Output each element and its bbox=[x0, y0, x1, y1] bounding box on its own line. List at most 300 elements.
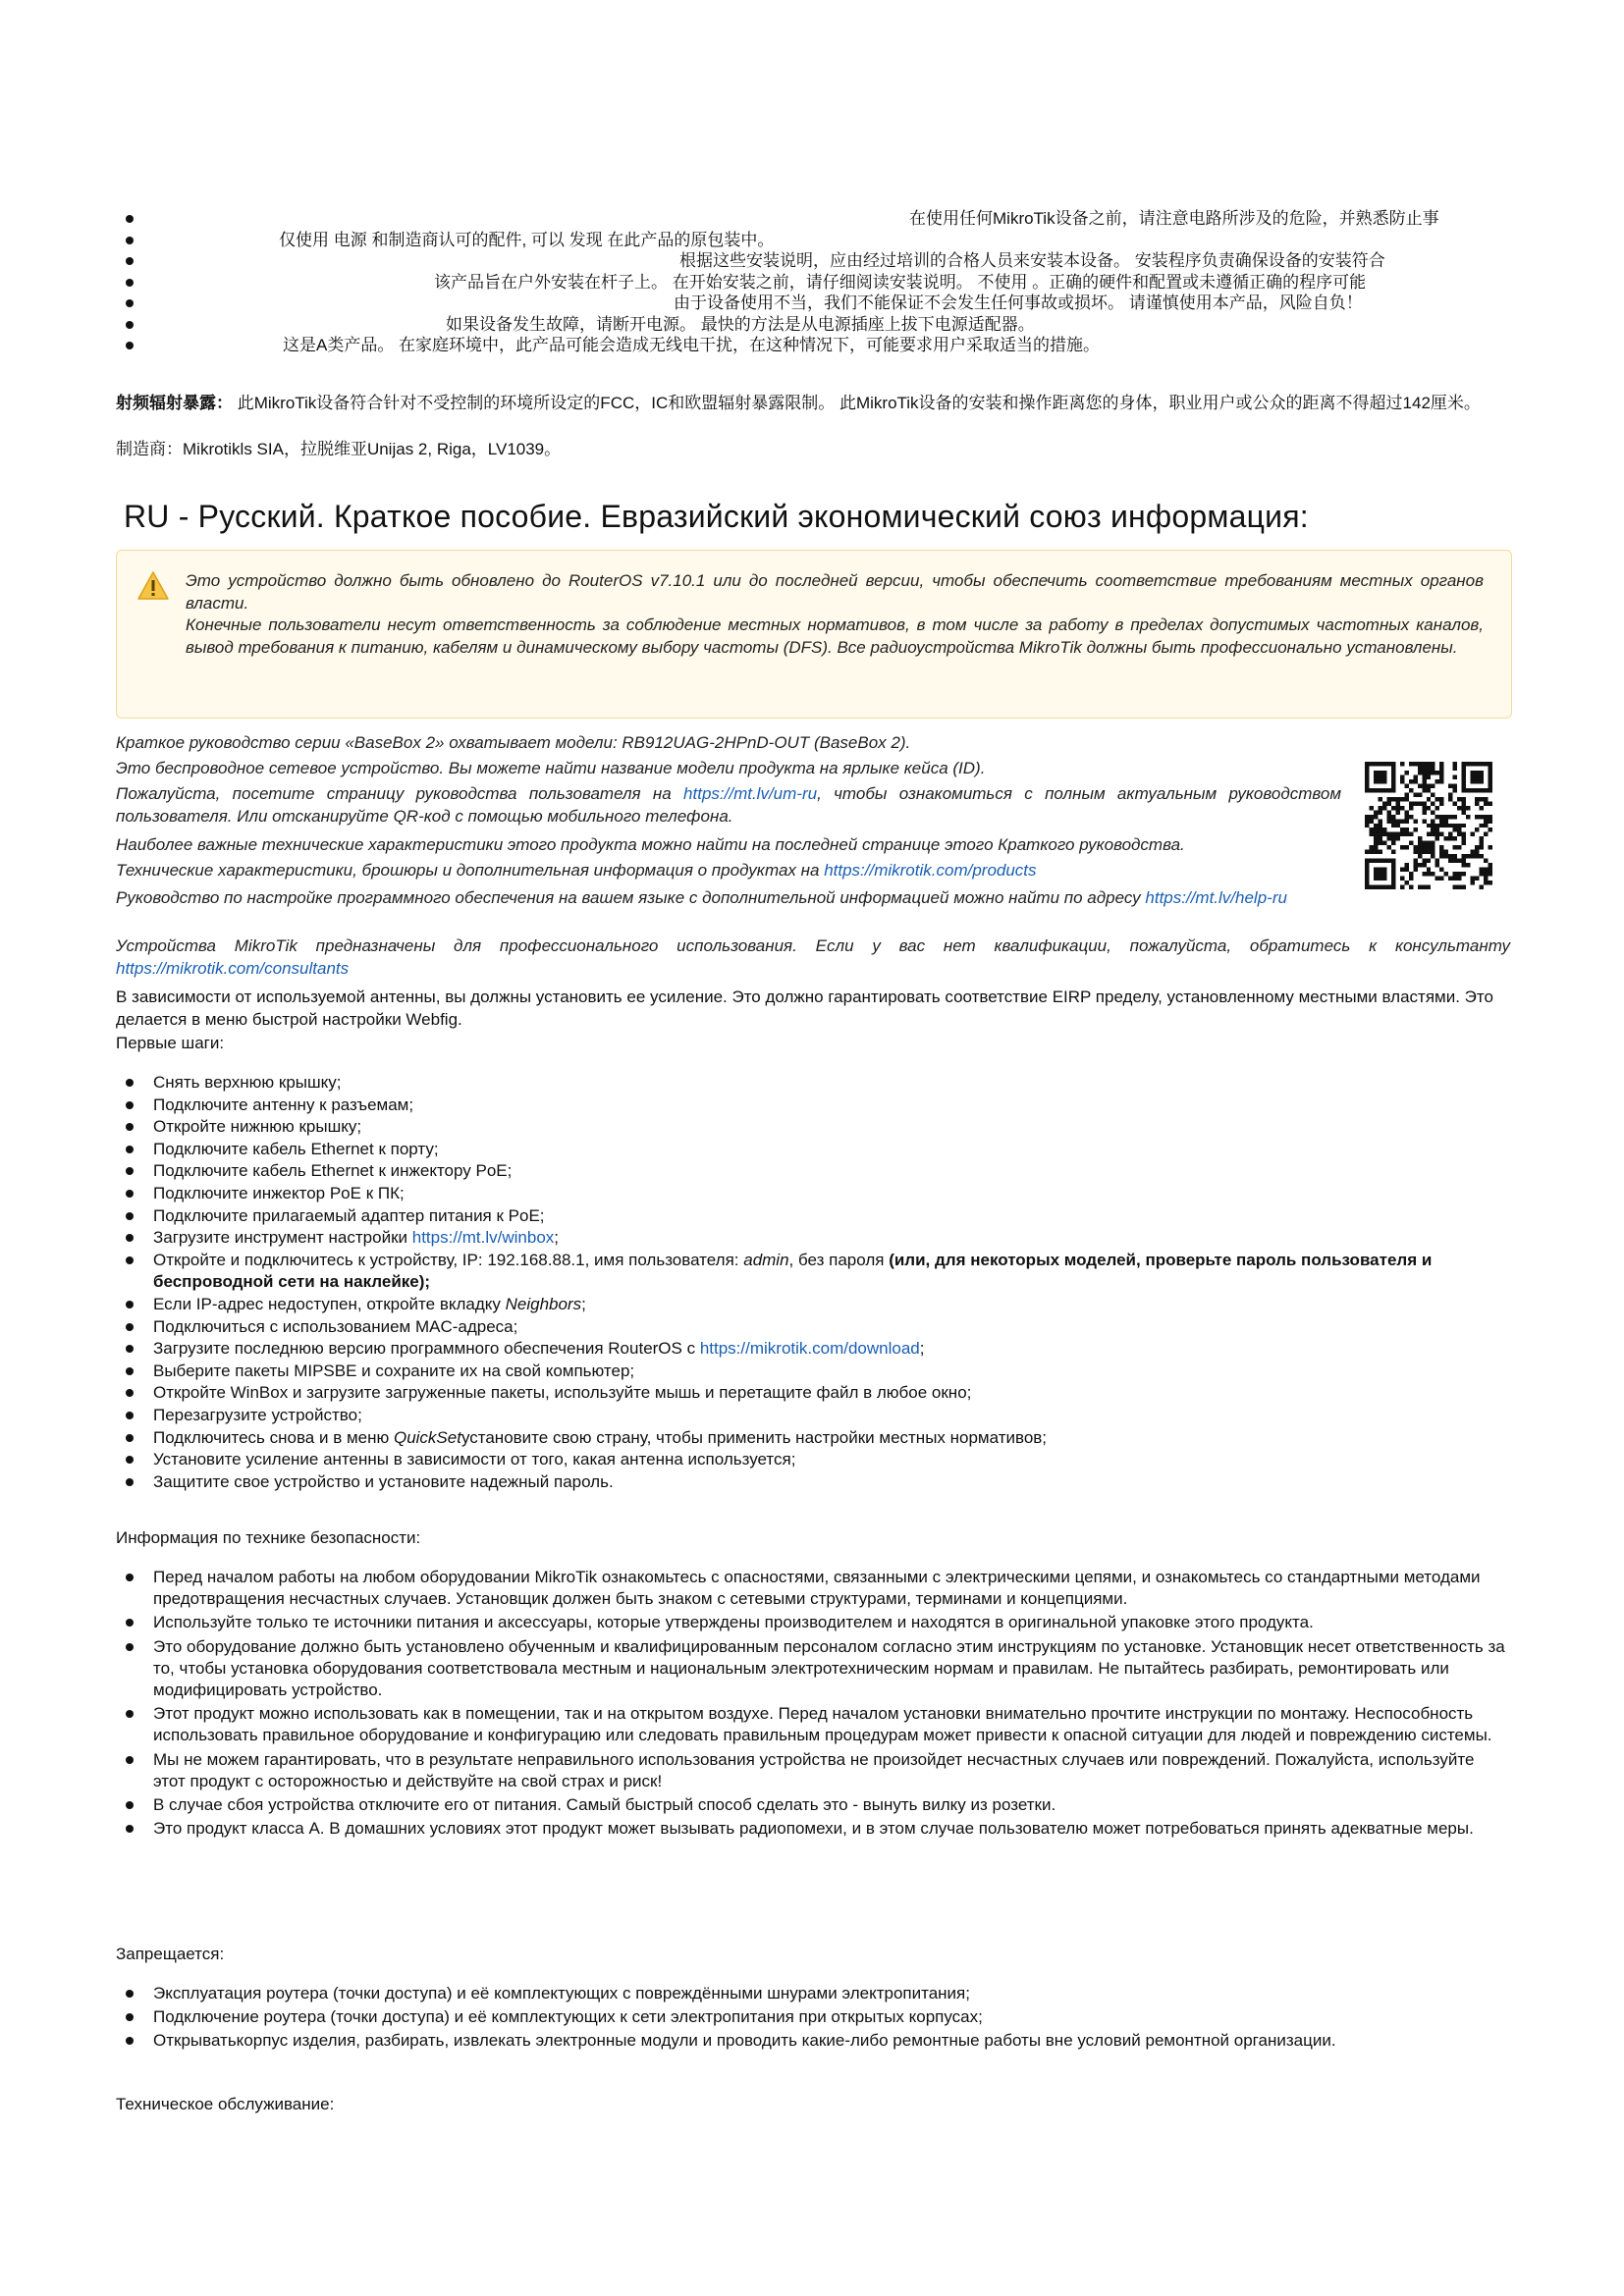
qr-module bbox=[1439, 850, 1443, 854]
qr-module bbox=[1404, 828, 1408, 831]
qr-module bbox=[1386, 819, 1390, 823]
qr-module bbox=[1431, 854, 1435, 858]
qr-module bbox=[1448, 877, 1452, 881]
qr-module bbox=[1453, 774, 1457, 778]
qr-module bbox=[1489, 872, 1492, 876]
qr-module bbox=[1439, 766, 1443, 770]
qr-module bbox=[1484, 819, 1488, 823]
zh-rf-text: 此MikroTik设备符合针对不受控制的环境所设定的FCC，IC和欧盟辐射暴露限制。 此MikroTik设备的安装和操作距离您的身体，职业用户或公众的距离不得超过142厘米。 bbox=[233, 394, 1481, 412]
qr-module bbox=[1369, 845, 1373, 849]
qr-module bbox=[1422, 845, 1426, 849]
qr-module bbox=[1413, 779, 1417, 783]
qr-module bbox=[1418, 854, 1422, 858]
qr-module bbox=[1413, 819, 1417, 823]
qr-module bbox=[1378, 828, 1381, 831]
qr-module bbox=[1439, 815, 1443, 819]
list-item: Подключение роутера (точки доступа) и её комплектующих к сети электропитания при открытых корпусах; bbox=[116, 2006, 1510, 2028]
qr-module bbox=[1391, 841, 1395, 845]
qr-module bbox=[1466, 806, 1470, 810]
qr-module bbox=[1444, 850, 1448, 854]
qr-module bbox=[1439, 801, 1443, 805]
qr-module bbox=[1480, 841, 1484, 845]
qr-module bbox=[1427, 872, 1431, 876]
qr-module bbox=[1427, 859, 1431, 863]
qr-module bbox=[1484, 872, 1488, 876]
qr-module bbox=[1395, 824, 1399, 828]
qr-module bbox=[1386, 845, 1390, 849]
qr-module bbox=[1457, 885, 1461, 889]
step-italic: Neighbors bbox=[505, 1294, 582, 1313]
qr-module bbox=[1413, 828, 1417, 831]
warning-paragraph: Это устройство должно быть обновлено до RouterOS v7.10.1 или до последней версии, чтобы обеспечить соответствие требованиям местных органов власти. bbox=[186, 571, 1484, 613]
qr-module bbox=[1365, 850, 1369, 854]
qr-module bbox=[1378, 797, 1381, 801]
list-item bbox=[116, 1449, 1510, 1471]
qr-module bbox=[1427, 771, 1431, 774]
qr-module bbox=[1431, 766, 1435, 770]
qr-module bbox=[1489, 828, 1492, 831]
qr-module bbox=[1431, 801, 1435, 805]
qr-module bbox=[1400, 797, 1404, 801]
list-item: В случае сбоя устройства отключите его от питания. Самый быстрый способ сделать это - вынуть вилку из розетки. bbox=[116, 1794, 1510, 1816]
list-item: Этот продукт можно использовать как в помещении, так и на открытом воздухе. Перед началом установки внимательно прочтите инструкции по монтажу. Неспособность использовать правильное оборудование и конфигурацию или следовать правильным процедурам может привести к опасной ситуации для людей и повреждению системы. bbox=[116, 1703, 1510, 1746]
qr-finder bbox=[1365, 859, 1395, 863]
qr-module bbox=[1484, 877, 1488, 881]
qr-module bbox=[1404, 810, 1408, 814]
warning-icon bbox=[136, 570, 170, 602]
qr-module bbox=[1453, 766, 1457, 770]
qr-module bbox=[1369, 828, 1373, 831]
qr-module bbox=[1439, 845, 1443, 849]
qr-module bbox=[1427, 783, 1431, 787]
qr-module bbox=[1444, 815, 1448, 819]
qr-module bbox=[1462, 824, 1466, 828]
qr-module bbox=[1374, 850, 1378, 854]
qr-module bbox=[1435, 779, 1439, 783]
qr-module bbox=[1453, 783, 1457, 787]
list-item: Открыватькорпус изделия, разбирать, извлекать электронные модули и проводить какие-либо ремонтные работы вне условий ремонтной организации. bbox=[116, 2030, 1510, 2052]
qr-module bbox=[1386, 832, 1390, 836]
qr-module bbox=[1431, 810, 1435, 814]
bullet-icon bbox=[126, 299, 134, 307]
qr-finder bbox=[1462, 762, 1492, 766]
qr-module bbox=[1404, 771, 1408, 774]
qr-finder bbox=[1365, 885, 1395, 889]
qr-module bbox=[1480, 836, 1484, 840]
qr-module bbox=[1431, 832, 1435, 836]
qr-module bbox=[1457, 828, 1461, 831]
qr-module bbox=[1435, 824, 1439, 828]
qr-module bbox=[1457, 877, 1461, 881]
warning-box bbox=[116, 550, 1512, 719]
qr-module bbox=[1365, 815, 1369, 819]
step-text: ; bbox=[554, 1228, 560, 1248]
qr-module bbox=[1404, 783, 1408, 787]
help-line: Руководство по настройке программного обеспечения на вашем языке с дополнительной информацией можно найти по адресу https://mt.lv/help-ru bbox=[116, 888, 1287, 907]
qr-module bbox=[1418, 792, 1422, 796]
qr-module bbox=[1386, 801, 1390, 805]
qr-module bbox=[1391, 797, 1395, 801]
qr-module bbox=[1418, 762, 1422, 766]
qr-module bbox=[1462, 841, 1466, 845]
qr-module bbox=[1400, 845, 1404, 849]
antenna-paragraph: В зависимости от используемой антенны, вы должны установить ее усиление. Это должно гарантировать соответствие EIRP пределу, установленному местными властями. Это делается в меню быстрой настройки Webfig. bbox=[116, 988, 1493, 1029]
qr-module bbox=[1466, 863, 1470, 867]
first-steps-label: Первые шаги: bbox=[116, 1034, 225, 1052]
step-text: , без пароля bbox=[788, 1250, 890, 1269]
qr-module bbox=[1404, 845, 1408, 849]
step-text: Подключите кабель Ethernet к инжектору PoE; bbox=[153, 1161, 513, 1181]
qr-finder bbox=[1365, 859, 1369, 889]
qr-module bbox=[1431, 841, 1435, 845]
qr-module bbox=[1484, 859, 1488, 863]
qr-module bbox=[1400, 885, 1404, 889]
qr-module bbox=[1382, 832, 1386, 836]
list-item bbox=[116, 1139, 1510, 1161]
qr-module bbox=[1435, 859, 1439, 863]
list-item bbox=[116, 1405, 1510, 1427]
qr-module bbox=[1427, 797, 1431, 801]
qr-module bbox=[1484, 801, 1488, 805]
qr-module bbox=[1462, 854, 1466, 858]
qr-module bbox=[1409, 806, 1413, 810]
qr-finder bbox=[1374, 868, 1386, 881]
list-item bbox=[116, 1361, 1510, 1383]
step-text: Подключиться с использованием MAC-адреса; bbox=[153, 1316, 518, 1336]
qr-module bbox=[1391, 850, 1395, 854]
qr-module bbox=[1453, 854, 1457, 858]
qr-module bbox=[1431, 850, 1435, 854]
qr-module bbox=[1391, 832, 1395, 836]
bullet-icon bbox=[126, 257, 134, 265]
qr-module bbox=[1409, 841, 1413, 845]
pro-line: Устройства MikroTik предназначены для профессионального использования. Если у вас нет квалификации, пожалуйста, обратитесь к консультанту https://mikrotik.com/consultants bbox=[116, 936, 1510, 978]
qr-module bbox=[1480, 868, 1484, 872]
qr-module bbox=[1365, 819, 1369, 823]
qr-module bbox=[1453, 824, 1457, 828]
list-item: 在使用任何MikroTik设备之前，请注意电路所涉及的危险，并熟悉防止事 bbox=[116, 208, 1520, 230]
qr-module bbox=[1413, 762, 1417, 766]
qr-module bbox=[1400, 774, 1404, 778]
qr-module bbox=[1431, 792, 1435, 796]
qr-module bbox=[1453, 815, 1457, 819]
qr-module bbox=[1457, 872, 1461, 876]
qr-module bbox=[1369, 806, 1373, 810]
qr-finder bbox=[1462, 762, 1466, 792]
qr-module bbox=[1489, 801, 1492, 805]
step-text: ; bbox=[581, 1294, 586, 1313]
qr-module bbox=[1480, 872, 1484, 876]
qr-module bbox=[1453, 845, 1457, 849]
qr-module bbox=[1439, 854, 1443, 858]
qr-module bbox=[1391, 806, 1395, 810]
qr-module bbox=[1444, 854, 1448, 858]
qr-module bbox=[1404, 832, 1408, 836]
qr-module bbox=[1431, 828, 1435, 831]
list-item bbox=[116, 1072, 1510, 1095]
qr-module bbox=[1484, 881, 1488, 884]
qr-module bbox=[1439, 762, 1443, 766]
specs-line: Наиболее важные технические характеристики этого продукта можно найти на последней странице этого Краткого руководства. bbox=[116, 835, 1185, 854]
list-item bbox=[116, 1316, 1510, 1339]
bullet-icon bbox=[126, 237, 134, 244]
step-italic: QuickSet bbox=[393, 1427, 461, 1447]
qr-module bbox=[1386, 797, 1390, 801]
qr-module bbox=[1448, 832, 1452, 836]
qr-module bbox=[1484, 797, 1488, 801]
qr-module bbox=[1480, 797, 1484, 801]
qr-module bbox=[1466, 815, 1470, 819]
qr-module bbox=[1439, 797, 1443, 801]
qr-module bbox=[1400, 819, 1404, 823]
qr-module bbox=[1374, 815, 1378, 819]
qr-module bbox=[1378, 810, 1381, 814]
qr-module bbox=[1427, 824, 1431, 828]
qr-module bbox=[1427, 774, 1431, 778]
list-item bbox=[116, 1183, 1510, 1205]
qr-module bbox=[1427, 850, 1431, 854]
qr-module bbox=[1409, 801, 1413, 805]
qr-module bbox=[1404, 863, 1408, 867]
qr-module bbox=[1462, 797, 1466, 801]
qr-module bbox=[1466, 854, 1470, 858]
qr-module bbox=[1435, 863, 1439, 867]
qr-module bbox=[1395, 819, 1399, 823]
qr-module bbox=[1471, 877, 1475, 881]
qr-module bbox=[1457, 824, 1461, 828]
qr-module bbox=[1422, 885, 1426, 889]
list-item: Это продукт класса А. В домашних условиях этот продукт может вызывать радиопомехи, и в этом случае пользователю может потребоваться принять адекватные меры. bbox=[116, 1818, 1510, 1840]
step-text: ; bbox=[919, 1339, 925, 1359]
qr-module bbox=[1462, 836, 1466, 840]
step-text: Если IP-адрес недоступен, откройте вкладку bbox=[153, 1294, 506, 1313]
qr-module bbox=[1404, 792, 1408, 796]
qr-module bbox=[1427, 868, 1431, 872]
qr-module bbox=[1453, 885, 1457, 889]
qr-module bbox=[1431, 783, 1435, 787]
qr-finder bbox=[1365, 788, 1395, 792]
qr-module bbox=[1374, 836, 1378, 840]
zh-rf-label: 射频辐射暴露： bbox=[116, 394, 233, 412]
qr-module bbox=[1374, 841, 1378, 845]
qr-module bbox=[1439, 779, 1443, 783]
qr-module bbox=[1418, 863, 1422, 867]
qr-module bbox=[1422, 774, 1426, 778]
qr-module bbox=[1453, 801, 1457, 805]
list-item: Перед началом работы на любом оборудовании MikroTik ознакомьтесь с опасностями, связанными с электрическими цепями, и ознакомьтесь со стандартными методами предотвращения несчастных случаев. Установщик должен быть знаком с сетевыми структурами, терминами и концепциями. bbox=[116, 1567, 1510, 1610]
qr-module bbox=[1453, 828, 1457, 831]
bullet-icon bbox=[126, 215, 134, 223]
page-title: RU - Русский. Краткое пособие. Евразийский экономический союз информация: bbox=[124, 499, 1309, 534]
qr-module bbox=[1457, 797, 1461, 801]
qr-module bbox=[1448, 836, 1452, 840]
step-text: Подключитесь снова и в меню bbox=[153, 1427, 394, 1447]
qr-module bbox=[1435, 815, 1439, 819]
step-text: Подключите прилагаемый адаптер питания к PoE; bbox=[153, 1205, 545, 1225]
qr-module bbox=[1409, 877, 1413, 881]
step-text: Подключите антенну к разъемам; bbox=[153, 1095, 414, 1114]
qr-module bbox=[1409, 832, 1413, 836]
step-text: Загрузите инструмент настройки bbox=[153, 1228, 412, 1248]
qr-module bbox=[1400, 868, 1404, 872]
qr-module bbox=[1409, 779, 1413, 783]
zh-manufacturer: 制造商：Mikrotikls SIA，拉脱维亚Unijas 2, Riga，LV1039。 bbox=[116, 440, 562, 458]
qr-module bbox=[1480, 806, 1484, 810]
series-line: Краткое руководство серии «BaseBox 2» охватывает модели: RB912UAG-2HPnD-OUT (BaseBox 2). bbox=[116, 733, 911, 752]
qr-module bbox=[1489, 868, 1492, 872]
step-link[interactable]: https://mikrotik.com/download bbox=[699, 1339, 920, 1359]
qr-module bbox=[1395, 797, 1399, 801]
qr-module bbox=[1413, 774, 1417, 778]
qr-module bbox=[1378, 836, 1381, 840]
list-item bbox=[116, 1160, 1510, 1183]
qr-module bbox=[1369, 850, 1373, 854]
qr-module bbox=[1409, 762, 1413, 766]
list-item bbox=[116, 1471, 1510, 1494]
qr-module bbox=[1431, 771, 1435, 774]
list-item: 如果设备发生故障，请断开电源。 最快的方法是从电源插座上拔下电源适配器。 bbox=[116, 314, 1520, 336]
qr-module bbox=[1409, 788, 1413, 792]
qr-module bbox=[1391, 815, 1395, 819]
qr-module bbox=[1457, 845, 1461, 849]
qr-module bbox=[1422, 806, 1426, 810]
qr-module bbox=[1489, 819, 1492, 823]
qr-module bbox=[1448, 854, 1452, 858]
qr-module bbox=[1418, 801, 1422, 805]
qr-module bbox=[1413, 863, 1417, 867]
maintenance-label: Техническое обслуживание: bbox=[116, 2095, 335, 2113]
qr-module bbox=[1484, 824, 1488, 828]
qr-module bbox=[1475, 815, 1479, 819]
qr-module bbox=[1378, 824, 1381, 828]
qr-module bbox=[1409, 885, 1413, 889]
qr-module bbox=[1484, 868, 1488, 872]
qr-module bbox=[1439, 832, 1443, 836]
qr-module bbox=[1435, 836, 1439, 840]
step-text: Перезагрузите устройство; bbox=[153, 1405, 362, 1424]
qr-module bbox=[1462, 832, 1466, 836]
qr-module bbox=[1374, 845, 1378, 849]
qr-module bbox=[1418, 766, 1422, 770]
qr-module bbox=[1444, 872, 1448, 876]
qr-module bbox=[1462, 863, 1466, 867]
qr-module bbox=[1475, 828, 1479, 831]
list-item: 由于设备使用不当，我们不能保证不会发生任何事故或损坏。 请谨慎使用本产品，风险自负！ bbox=[116, 293, 1520, 314]
help-link[interactable]: https://mt.lv/help-ru bbox=[1145, 888, 1287, 907]
bullet-icon bbox=[126, 342, 134, 349]
zh-rf-exposure bbox=[116, 393, 1520, 414]
list-item: 根据这些安装说明，应由经过培训的合格人员来安装本设备。 安装程序负责确保设备的安装符合 bbox=[116, 250, 1520, 272]
list-item bbox=[116, 1095, 1510, 1117]
wireless-line: Это беспроводное сетевое устройство. Вы можете найти название модели продукта на ярлыке кейса (ID). bbox=[116, 759, 986, 777]
qr-module bbox=[1378, 806, 1381, 810]
qr-module bbox=[1422, 810, 1426, 814]
bullet-icon bbox=[126, 321, 134, 329]
qr-module bbox=[1448, 792, 1452, 796]
qr-module bbox=[1374, 810, 1378, 814]
qr-module bbox=[1448, 824, 1452, 828]
qr-finder bbox=[1374, 771, 1386, 783]
qr-module bbox=[1484, 832, 1488, 836]
qr-module bbox=[1439, 771, 1443, 774]
qr-module bbox=[1471, 850, 1475, 854]
qr-module bbox=[1400, 828, 1404, 831]
qr-module bbox=[1413, 859, 1417, 863]
qr-module bbox=[1422, 863, 1426, 867]
qr-module bbox=[1422, 766, 1426, 770]
qr-finder bbox=[1391, 859, 1395, 889]
qr-module bbox=[1475, 854, 1479, 858]
qr-module bbox=[1378, 841, 1381, 845]
qr-module bbox=[1374, 824, 1378, 828]
qr-code bbox=[1365, 762, 1492, 889]
qr-module bbox=[1365, 824, 1369, 828]
products-link[interactable]: https://mikrotik.com/products bbox=[824, 861, 1037, 880]
qr-module bbox=[1444, 836, 1448, 840]
qr-module bbox=[1427, 766, 1431, 770]
qr-module bbox=[1369, 832, 1373, 836]
qr-module bbox=[1386, 810, 1390, 814]
step-text: установите свою страну, чтобы применить настройки местных нормативов; bbox=[460, 1427, 1048, 1447]
qr-module bbox=[1422, 801, 1426, 805]
prohibited-label: Запрещается: bbox=[116, 1945, 225, 1963]
qr-module bbox=[1444, 819, 1448, 823]
qr-module bbox=[1439, 824, 1443, 828]
step-text: Установите усиление антенны в зависимости от того, какая антенна используется; bbox=[153, 1450, 796, 1469]
qr-module bbox=[1480, 845, 1484, 849]
qr-module bbox=[1475, 877, 1479, 881]
qr-module bbox=[1462, 810, 1466, 814]
qr-module bbox=[1431, 824, 1435, 828]
user-manual-link[interactable]: https://mt.lv/um-ru bbox=[683, 784, 818, 803]
warning-text bbox=[186, 570, 1484, 659]
list-item: 这是A类产品。 在家庭环境中，此产品可能会造成无线电干扰，在这种情况下，可能要求用户采取适当的措施。 bbox=[116, 335, 1520, 356]
safety-label: Информация по технике безопасности: bbox=[116, 1528, 421, 1547]
qr-module bbox=[1453, 788, 1457, 792]
qr-finder bbox=[1365, 762, 1395, 766]
list-item bbox=[116, 1205, 1510, 1228]
list-item: 仅使用 电源 和制造商认可的配件, 可以 发现 在此产品的原包装中。 bbox=[116, 230, 1520, 251]
qr-module bbox=[1489, 815, 1492, 819]
qr-module bbox=[1435, 771, 1439, 774]
step-link[interactable]: https://mt.lv/winbox bbox=[411, 1228, 555, 1248]
qr-module bbox=[1422, 779, 1426, 783]
list-item bbox=[116, 1427, 1510, 1450]
qr-module bbox=[1435, 806, 1439, 810]
qr-module bbox=[1382, 841, 1386, 845]
qr-module bbox=[1471, 881, 1475, 884]
list-item bbox=[116, 1338, 1510, 1361]
qr-module bbox=[1422, 762, 1426, 766]
zh-safety-list bbox=[116, 208, 1520, 356]
qr-module bbox=[1435, 832, 1439, 836]
qr-module bbox=[1404, 881, 1408, 884]
qr-module bbox=[1409, 872, 1413, 876]
warning-paragraph: Конечные пользователи несут ответственность за соблюдение местных нормативов, в том числе за работу в пределах допустимых частотных каналов, вывод требования к питанию, кабелям и динамическому выбору частоты (DFS). Все радиоустройства MikroTik должны быть профессионально установлены. bbox=[186, 615, 1484, 657]
qr-module bbox=[1489, 845, 1492, 849]
qr-module bbox=[1391, 819, 1395, 823]
qr-module bbox=[1439, 877, 1443, 881]
qr-module bbox=[1453, 859, 1457, 863]
qr-module bbox=[1457, 806, 1461, 810]
qr-module bbox=[1471, 832, 1475, 836]
consultants-link[interactable]: https://mikrotik.com/consultants bbox=[116, 958, 350, 978]
qr-module bbox=[1413, 792, 1417, 796]
qr-module bbox=[1489, 881, 1492, 884]
qr-module bbox=[1395, 832, 1399, 836]
qr-module bbox=[1386, 836, 1390, 840]
qr-module bbox=[1418, 885, 1422, 889]
